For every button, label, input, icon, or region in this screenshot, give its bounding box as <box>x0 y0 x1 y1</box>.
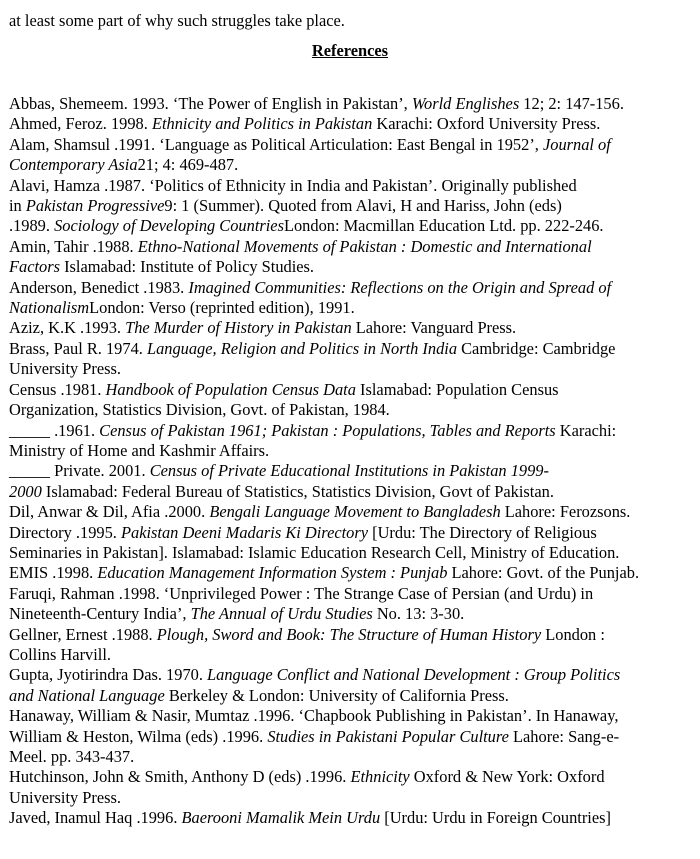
references-list <box>9 94 700 829</box>
reference-line <box>9 706 700 726</box>
reference-text-segment: Aziz, K.K .1993. <box>9 318 126 338</box>
reference-line <box>9 359 700 379</box>
reference-text-segment: Hanaway, William & Nasir, Mumtaz .1996. ‘Chapbook Publishing in Pakistan’. In Hanaway, <box>9 706 619 726</box>
reference-text-segment: Nineteenth-Century India’, <box>9 604 191 624</box>
reference-text-segment: Karachi: <box>555 420 617 440</box>
reference-title-segment: Language, Religion and Politics in North India <box>146 338 458 358</box>
reference-title-segment: 2000 <box>9 481 42 501</box>
reference-text-segment: Brass, Paul R. 1974. <box>9 338 147 358</box>
reference-title-segment: Journal of <box>542 134 611 154</box>
reference-text-segment: Lahore: Govt. of the Punjab. <box>447 563 640 583</box>
reference-title-segment: Plough, Sword and Book: The Structure of Human History <box>156 624 542 644</box>
reference-text-segment: University Press. <box>9 787 121 807</box>
reference-line <box>9 441 700 461</box>
reference-line <box>9 216 700 236</box>
reference-line <box>9 380 700 400</box>
intro-text: at least some part of why such struggles take place. <box>9 11 345 30</box>
reference-text-segment: London : <box>541 624 605 644</box>
reference-title-segment: Ethnicity and Politics in Pakistan <box>151 114 373 134</box>
reference-title-segment: Ethnicity <box>350 767 410 787</box>
reference-text-segment: Ministry of Home and Kashmir Affairs. <box>9 440 270 460</box>
reference-title-segment: Ethno-National Movements of Pakistan : Domestic and International <box>137 236 592 256</box>
reference-text-segment: No. 13: 3-30. <box>372 604 465 624</box>
reference-line <box>9 788 700 808</box>
reference-line <box>9 584 700 604</box>
reference-title-segment: Census of Private Educational Institutions in Pakistan 1999- <box>149 461 549 481</box>
reference-title-segment: World Englishes <box>411 94 520 113</box>
reference-text-segment: EMIS .1998. <box>9 563 98 583</box>
reference-text-segment: Anderson, Benedict .1983. <box>9 277 189 297</box>
reference-line <box>9 196 700 216</box>
reference-line <box>9 747 700 767</box>
reference-text-segment: Islamabad: Federal Bureau of Statistics, Statistics Division, Govt of Pakistan. <box>41 481 554 501</box>
reference-text-segment: Census .1981. <box>9 379 106 399</box>
reference-text-segment: Alam, Shamsul .1991. ‘Language as Political Articulation: East Bengal in 1952’, <box>9 134 543 154</box>
reference-text-segment: London: Macmillan Education Ltd. pp. 222-246. <box>283 216 604 236</box>
reference-text-segment: [Urdu: Urdu in Foreign Countries] <box>380 808 611 828</box>
reference-title-segment: Education Management Information System : Punjab <box>97 563 448 583</box>
reference-text-segment: Lahore: Ferozsons. <box>500 502 631 522</box>
reference-text-segment: Directory .1995. <box>9 522 121 542</box>
reference-line <box>9 482 700 502</box>
reference-text-segment: .1989. <box>9 216 55 236</box>
reference-line <box>9 318 700 338</box>
reference-text-segment: Javed, Inamul Haq .1996. <box>9 808 182 828</box>
reference-line <box>9 645 700 665</box>
reference-line <box>9 625 700 645</box>
reference-text-segment: Karachi: Oxford University Press. <box>372 114 601 134</box>
reference-title-segment: Pakistan Deeni Madaris Ki Directory <box>120 522 369 542</box>
reference-text-segment: Alavi, Hamza .1987. ‘Politics of Ethnicity in India and Pakistan’. Originally published <box>9 175 577 195</box>
reference-text-segment: Hutchinson, John & Smith, Anthony D (eds) .1996. <box>9 767 351 787</box>
reference-line <box>9 114 700 134</box>
reference-line <box>9 339 700 359</box>
reference-title-segment: Factors <box>9 257 60 277</box>
reference-text-segment: Gupta, Jyotirindra Das. 1970. <box>9 665 208 685</box>
reference-line <box>9 278 700 298</box>
reference-title-segment: The Annual of Urdu Studies <box>190 604 373 624</box>
reference-text-segment: Ahmed, Feroz. 1998. <box>9 114 152 134</box>
reference-title-segment: Pakistan Progressive <box>25 196 165 216</box>
reference-text-segment: Seminaries in Pakistan]. Islamabad: Islamic Education Research Cell, Ministry of Education. <box>9 542 620 562</box>
reference-line <box>9 237 700 257</box>
reference-title-segment: and National Language <box>9 685 165 705</box>
reference-text-segment: London: Verso (reprinted edition), 1991. <box>89 298 355 318</box>
reference-title-segment: Nationalism <box>9 298 90 318</box>
reference-text-segment: Oxford & New York: Oxford <box>409 767 605 787</box>
references-heading: References <box>311 41 389 60</box>
reference-title-segment: Handbook of Population Census Data <box>105 379 356 399</box>
reference-text-segment: 12; 2: 147-156. <box>519 94 624 113</box>
reference-text-segment: Dil, Anwar & Dil, Afia .2000. <box>9 502 210 522</box>
reference-title-segment: Language Conflict and National Development : Group Politics <box>207 665 621 685</box>
reference-text-segment: Organization, Statistics Division, Govt. of Pakistan, 1984. <box>9 400 390 420</box>
reference-line <box>9 502 700 522</box>
reference-text-segment: Lahore: Vanguard Press. <box>351 318 517 338</box>
reference-line <box>9 604 700 624</box>
reference-title-segment: Baerooni Mamalik Mein Urdu <box>181 808 381 828</box>
reference-title-segment: Census of Pakistan 1961; Pakistan : Populations, Tables and Reports <box>99 420 556 440</box>
reference-line <box>9 176 700 196</box>
reference-text-segment: Gellner, Ernest .1988. <box>9 624 157 644</box>
reference-line <box>9 155 700 175</box>
reference-text-segment: Abbas, Shemeem. 1993. ‘The Power of English in Pakistan’, <box>9 94 412 113</box>
reference-text-segment: _____ .1961. <box>9 420 100 440</box>
reference-line <box>9 727 700 747</box>
reference-text-segment: Faruqi, Rahman .1998. ‘Unprivileged Power : The Strange Case of Persian (and Urdu) in <box>9 583 594 603</box>
reference-line <box>9 665 700 685</box>
reference-text-segment: William & Heston, Wilma (eds) .1996. <box>9 726 268 746</box>
reference-text-segment: [Urdu: The Directory of Religious <box>368 522 597 542</box>
reference-text-segment: 9: 1 (Summer). Quoted from Alavi, H and Hariss, John (eds) <box>164 196 562 216</box>
reference-text-segment: 21; 4: 469-487. <box>137 155 239 175</box>
reference-title-segment: Imagined Communities: Reflections on the Origin and Spread of <box>188 277 612 297</box>
reference-line <box>9 563 700 583</box>
reference-title-segment: Contemporary Asia <box>9 155 138 175</box>
reference-text-segment: Lahore: Sang-e- <box>508 726 620 746</box>
reference-text-segment: Berkeley & London: University of California Press. <box>164 685 509 705</box>
reference-line <box>9 400 700 420</box>
reference-text-segment: Amin, Tahir .1988. <box>9 236 138 256</box>
reference-line <box>9 421 700 441</box>
reference-text-segment: Islamabad: Institute of Policy Studies. <box>60 257 315 277</box>
reference-line <box>9 523 700 543</box>
reference-text-segment: Cambridge: Cambridge <box>457 338 616 358</box>
reference-title-segment: Sociology of Developing Countries <box>54 216 284 236</box>
reference-text-segment: University Press. <box>9 359 121 379</box>
reference-text-segment: Islamabad: Population Census <box>355 379 559 399</box>
reference-line <box>9 94 700 114</box>
reference-line <box>9 808 700 828</box>
reference-line <box>9 461 700 481</box>
reference-text-segment: Collins Harvill. <box>9 644 111 664</box>
reference-title-segment: Studies in Pakistani Popular Culture <box>267 726 509 746</box>
reference-title-segment: The Murder of History in Pakistan <box>125 318 352 338</box>
reference-line <box>9 686 700 706</box>
reference-line <box>9 257 700 277</box>
reference-line <box>9 135 700 155</box>
reference-text-segment: in <box>9 196 26 216</box>
reference-line <box>9 543 700 563</box>
reference-line <box>9 298 700 318</box>
reference-text-segment: Meel. pp. 343-437. <box>9 747 135 766</box>
reference-line <box>9 767 700 787</box>
reference-text-segment: _____ Private. 2001. <box>9 461 150 481</box>
reference-title-segment: Bengali Language Movement to Bangladesh <box>209 502 501 522</box>
